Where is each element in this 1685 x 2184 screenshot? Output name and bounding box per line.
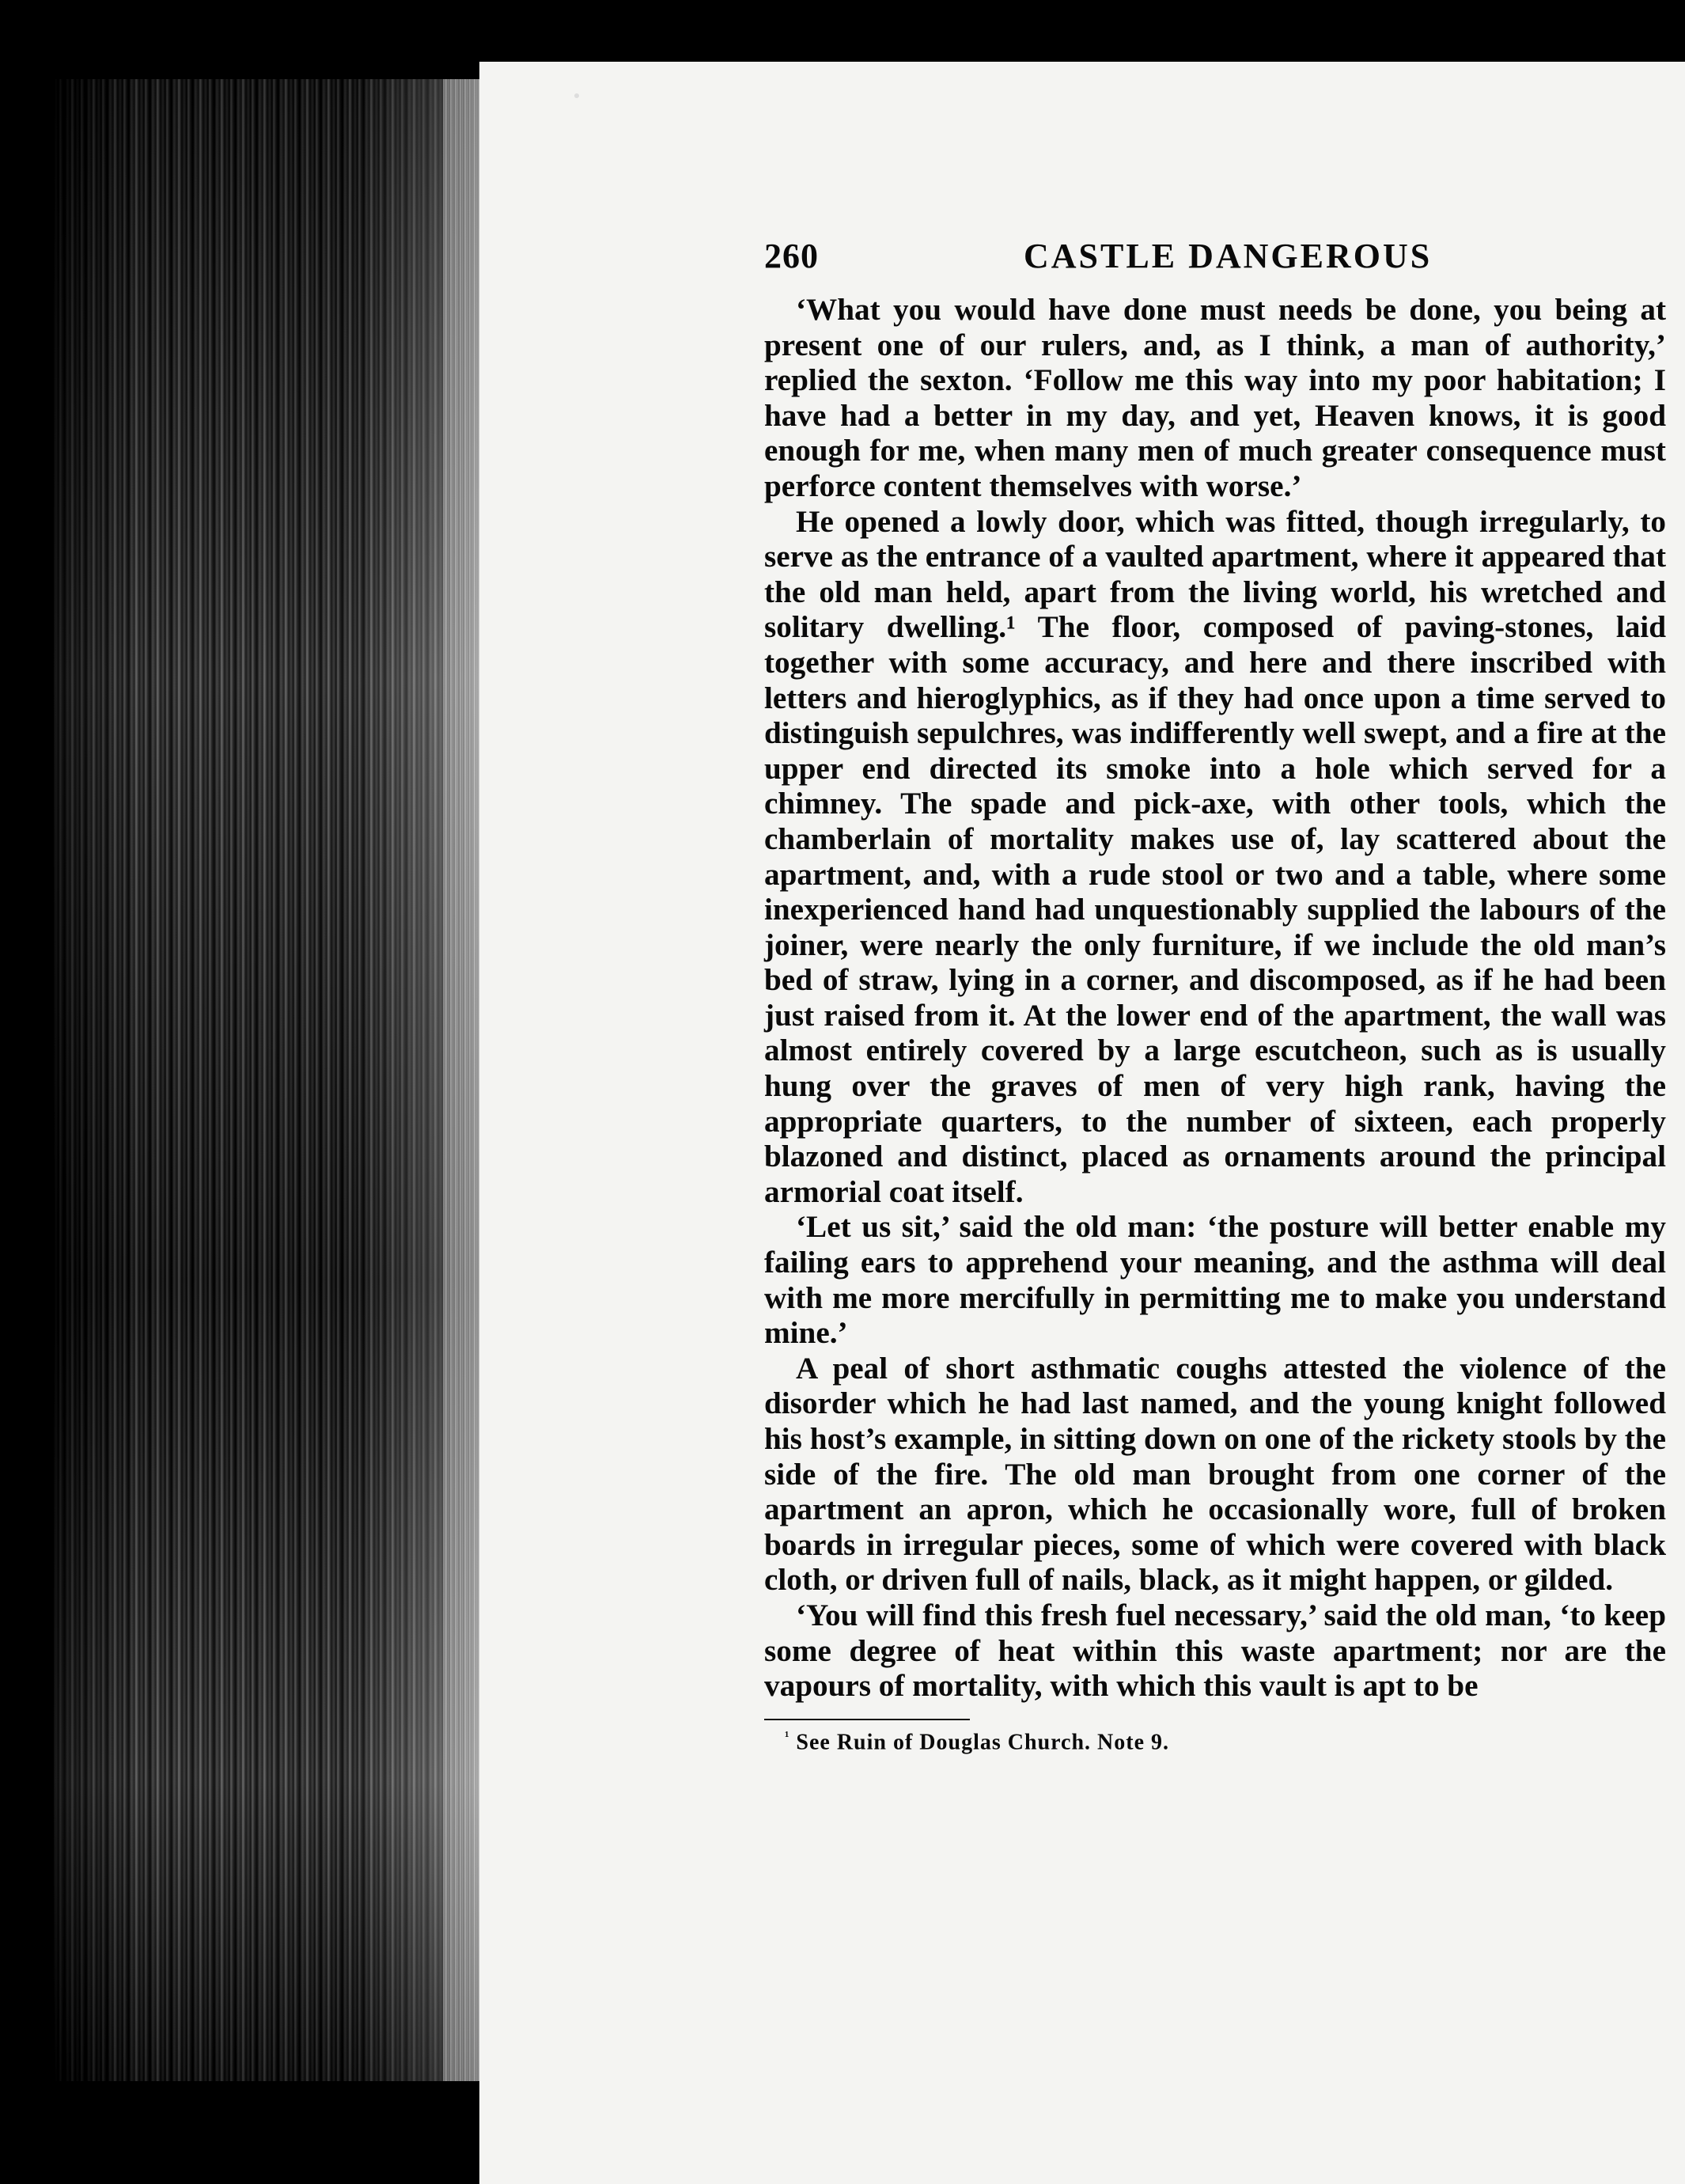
paragraph: ‘Let us sit,’ said the old man: ‘the posture will better enable my failing ears to apprehend your meaning, and the asthma will deal with me more mercifully in permitting me to make you understand mine.’ <box>764 1210 1666 1351</box>
body-text <box>764 293 1666 1704</box>
dust-speck <box>574 93 579 98</box>
paragraph: He opened a lowly door, which was fitted, though irregularly, to serve as the entrance of a vaulted apartment, where it appeared that the old man held, apart from the living world, his wretched and solitary dwelling.¹ The floor, composed of paving-stones, laid together with some accuracy, and here and there inscribed with letters and hieroglyphics, as if they had once upon a time served to distinguish sepulchres, was indifferently well swept, and a fire at the upper end directed its smoke into a hole which served for a chimney. The spade and pick-axe, with other tools, which the chamberlain of mortality makes use of, lay scattered about the apartment, and, with a rude stool or two and a table, where some inexperienced hand had unquestionably supplied the labours of the joiner, were nearly the only furniture, if we include the old man’s bed of straw, lying in a corner, and discomposed, as if he had been just raised from it. At the lower end of the apartment, the wall was almost entirely covered by a large escutcheon, such as is usually hung over the graves of men of very high rank, having the appropriate quarters, to the number of sixteen, each properly blazoned and distinct, placed as ornaments around the principal armorial coat itself. <box>764 504 1666 1209</box>
paragraph: ‘What you would have done must needs be done, you being at present one of our rulers, and, as I think, a man of authority,’ replied the sexton. ‘Follow me this way into my poor habitation; I have had a better in my day, and yet, Heaven knows, it is good enough for me, when many men of much greater consequence must perforce content themselves with worse.’ <box>764 293 1666 503</box>
page-content <box>764 236 1666 1755</box>
footnote <box>764 1728 1666 1755</box>
book-page <box>479 62 1685 2184</box>
book-edge-highlight <box>443 79 483 2081</box>
running-title: CASTLE DANGEROUS <box>1024 237 1433 275</box>
footnote-rule <box>764 1719 970 1720</box>
footnote-text: See Ruin of Douglas Church. Note 9. <box>796 1730 1170 1755</box>
paragraph: A peal of short asthmatic coughs attested the violence of the disorder which he had last named, and the young knight followed his host’s example, in sitting down on one of the rickety stools by the side of the fire. The old man brought from one corner of the apartment an apron, which he occasionally wore, full of broken boards in irregular pieces, some of which were covered with black cloth, or driven full of nails, black, as it might happen, or gilded. <box>764 1351 1666 1598</box>
book-page-edges <box>54 79 481 2081</box>
page-header <box>764 236 1666 283</box>
paragraph: ‘You will find this fresh fuel necessary,’ said the old man, ‘to keep some degree of heat within this waste apartment; nor are the vapours of mortality, with which this vault is apt to be <box>764 1598 1666 1704</box>
page-number: 260 <box>764 237 819 275</box>
footnote-marker: ¹ <box>785 1727 790 1744</box>
